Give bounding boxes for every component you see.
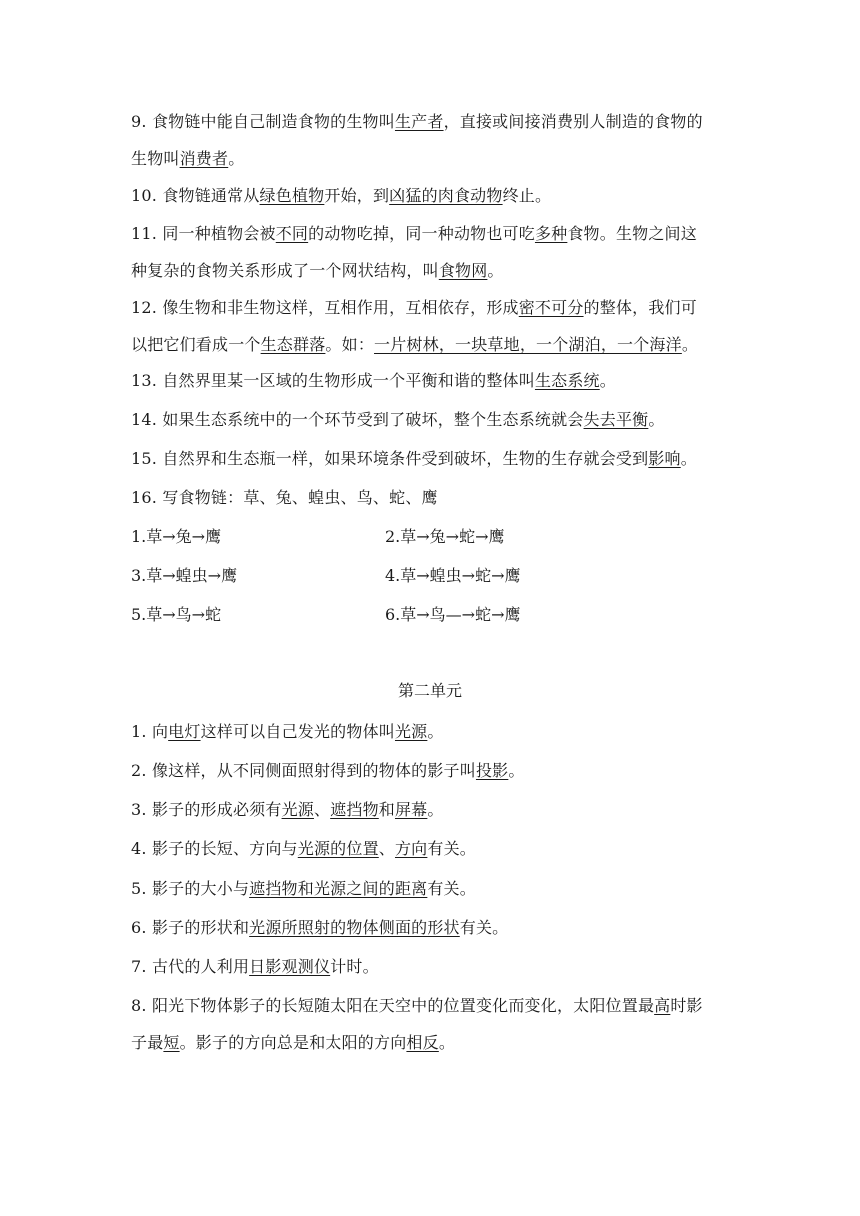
- answer-underlined: 失去平衡: [583, 410, 649, 429]
- text-segment: 14. 如果生态系统中的一个环节受到了破坏，整个生态系统就会: [131, 410, 584, 429]
- text-segment: 这样可以自己发光的物体叫: [200, 722, 395, 741]
- answer-underlined: 光源: [281, 800, 314, 819]
- text-segment: 4. 影子的长短、方向与: [131, 839, 298, 858]
- answer-underlined: 遮挡物和光源之间的距离: [249, 879, 428, 898]
- text-segment: 。影子的方向总是和太阳的方向: [179, 1033, 407, 1052]
- text-segment: 。: [508, 761, 525, 780]
- item-9: [131, 103, 731, 177]
- paragraph-line: [131, 401, 731, 438]
- text-segment: 16. 写食物链：草、兔、蝗虫、鸟、蛇、鹰: [131, 488, 438, 507]
- text-segment: 13. 自然界里某一区域的生物形成一个平衡和谐的整体叫: [131, 371, 535, 390]
- text-segment: 以把它们看成一个: [131, 335, 261, 354]
- answer-underlined: 投影: [475, 761, 509, 780]
- text-segment: 。: [427, 800, 444, 819]
- paragraph-line: [131, 440, 731, 477]
- text-segment: 时影: [670, 996, 703, 1015]
- paragraph-line: [131, 713, 731, 750]
- answer-underlined: 生态系统: [534, 371, 600, 390]
- paragraph-line: [131, 752, 731, 789]
- paragraph-line: [131, 177, 731, 214]
- item-11: [131, 215, 731, 289]
- answer-underlined: 屏幕: [394, 800, 428, 819]
- text-segment: 。: [438, 1033, 456, 1052]
- text-segment: 15. 自然界和生态瓶一样，如果环境条件受到破坏，生物的生存就会受到: [131, 449, 649, 468]
- food-chain-2: 2.草→兔→蛇→鹰: [385, 527, 505, 546]
- text-segment: 终止。: [502, 186, 552, 205]
- paragraph-line: [131, 479, 731, 516]
- answer-underlined: 高: [654, 996, 671, 1015]
- paragraph-line: [131, 103, 731, 140]
- paragraph-line: [131, 252, 731, 289]
- text-segment: 食物。生物之间这: [567, 224, 697, 243]
- text-segment: 。: [228, 149, 245, 168]
- text-segment: 11. 同一种植物会被: [131, 224, 276, 243]
- text-segment: 的整体，我们可: [583, 298, 697, 317]
- text-segment: 有关。: [427, 879, 476, 898]
- paragraph-line: [131, 289, 731, 326]
- item-12: [131, 289, 731, 363]
- text-segment: 种复杂的食物关系形成了一个网状结构，叫: [131, 261, 439, 280]
- u2-item-8: [131, 987, 731, 1061]
- text-segment: 9. 食物链中能自己制造食物的生物叫: [131, 112, 395, 131]
- paragraph-line: [131, 870, 731, 907]
- answer-underlined: 光源的位置: [297, 839, 379, 858]
- paragraph-line: [131, 948, 731, 985]
- item-13: [131, 362, 731, 399]
- food-chain-5: 5.草→鸟→蛇: [131, 605, 222, 624]
- text-segment: 10. 食物链通常从: [131, 186, 260, 205]
- text-segment: 有关。: [427, 839, 476, 858]
- section-title: 第二单元: [397, 681, 462, 700]
- paragraph-line: [131, 140, 731, 177]
- paragraph-line: [131, 791, 731, 828]
- text-segment: 、: [313, 800, 331, 819]
- u2-item-4: [131, 830, 731, 867]
- answer-underlined: 遮挡物: [330, 800, 379, 819]
- answer-underlined: 生态群落: [260, 335, 326, 354]
- paragraph-line: [131, 830, 731, 867]
- paragraph-line: [131, 326, 731, 363]
- item-14: [131, 401, 731, 438]
- paragraph-line: [131, 215, 731, 252]
- text-segment: 、: [378, 839, 395, 858]
- answer-underlined: 光源所照射的物体侧面的形状: [249, 918, 460, 937]
- answer-underlined: 凶猛的肉食动物: [389, 186, 503, 205]
- text-segment: 。: [427, 722, 444, 741]
- answer-underlined: 一片树林，一块草地，一个湖泊，一个海洋: [374, 335, 682, 354]
- text-segment: 。: [680, 449, 697, 468]
- answer-underlined: 消费者: [179, 149, 229, 168]
- u2-item-3: [131, 791, 731, 828]
- text-segment: 8. 阳光下物体影子的长短随太阳在天空中的位置变化而变化，太阳位置最: [131, 996, 655, 1015]
- text-segment: 。: [681, 335, 699, 354]
- answer-underlined: 密不可分: [518, 298, 584, 317]
- food-chain-3: 3.草→蝗虫→鹰: [131, 566, 238, 585]
- item-16: [131, 479, 731, 516]
- answer-underlined: 食物网: [438, 261, 488, 280]
- answer-underlined: 多种: [534, 224, 568, 243]
- paragraph-line: [131, 909, 731, 946]
- text-segment: 生物叫: [131, 149, 180, 168]
- food-chain-4: 4.草→蝗虫→蛇→鹰: [385, 566, 521, 585]
- text-segment: 开始，到: [324, 186, 390, 205]
- text-segment: 3. 影子的形成必须有: [131, 800, 282, 819]
- item-15: [131, 440, 731, 477]
- u2-item-5: [131, 870, 731, 907]
- text-segment: 5. 影子的大小与: [131, 879, 250, 898]
- text-segment: 1. 向: [131, 722, 169, 741]
- answer-underlined: 日影观测仪: [249, 957, 331, 976]
- text-segment: 和: [378, 800, 395, 819]
- answer-underlined: 电灯: [168, 722, 201, 741]
- text-segment: 。如：: [325, 335, 375, 354]
- text-segment: 有关。: [459, 918, 509, 937]
- u2-item-7: [131, 948, 731, 985]
- answer-underlined: 短: [163, 1033, 180, 1052]
- answer-underlined: 生产者: [394, 112, 444, 131]
- food-chain-6: 6.草→鸟—→蛇→鹰: [385, 605, 521, 624]
- text-segment: 7. 古代的人利用: [131, 957, 250, 976]
- item-10: [131, 177, 731, 214]
- answer-underlined: 方向: [394, 839, 428, 858]
- answer-underlined: 影响: [648, 449, 681, 468]
- answer-underlined: 相反: [406, 1033, 439, 1052]
- text-segment: 。: [648, 410, 665, 429]
- text-segment: 12. 像生物和非生物这样，互相作用，互相依存，形成: [131, 298, 519, 317]
- text-segment: ，直接或间接消费别人制造的食物的: [443, 112, 703, 131]
- text-segment: 的动物吃掉，同一种动物也可吃: [308, 224, 535, 243]
- paragraph-line: [131, 1024, 731, 1061]
- text-segment: 计时。: [330, 957, 379, 976]
- text-segment: 。: [487, 261, 504, 280]
- text-segment: 子最: [131, 1033, 164, 1052]
- answer-underlined: 不同: [275, 224, 309, 243]
- text-segment: 2. 像这样，从不同侧面照射得到的物体的影子叫: [131, 761, 476, 780]
- food-chain-1: 1.草→兔→鹰: [131, 527, 222, 546]
- answer-underlined: 绿色植物: [259, 186, 325, 205]
- u2-item-1: [131, 713, 731, 750]
- u2-item-6: [131, 909, 731, 946]
- text-segment: 6. 影子的形状和: [131, 918, 250, 937]
- answer-underlined: 光源: [394, 722, 428, 741]
- u2-item-2: [131, 752, 731, 789]
- paragraph-line: [131, 987, 731, 1024]
- paragraph-line: [131, 362, 731, 399]
- text-segment: 。: [599, 371, 616, 390]
